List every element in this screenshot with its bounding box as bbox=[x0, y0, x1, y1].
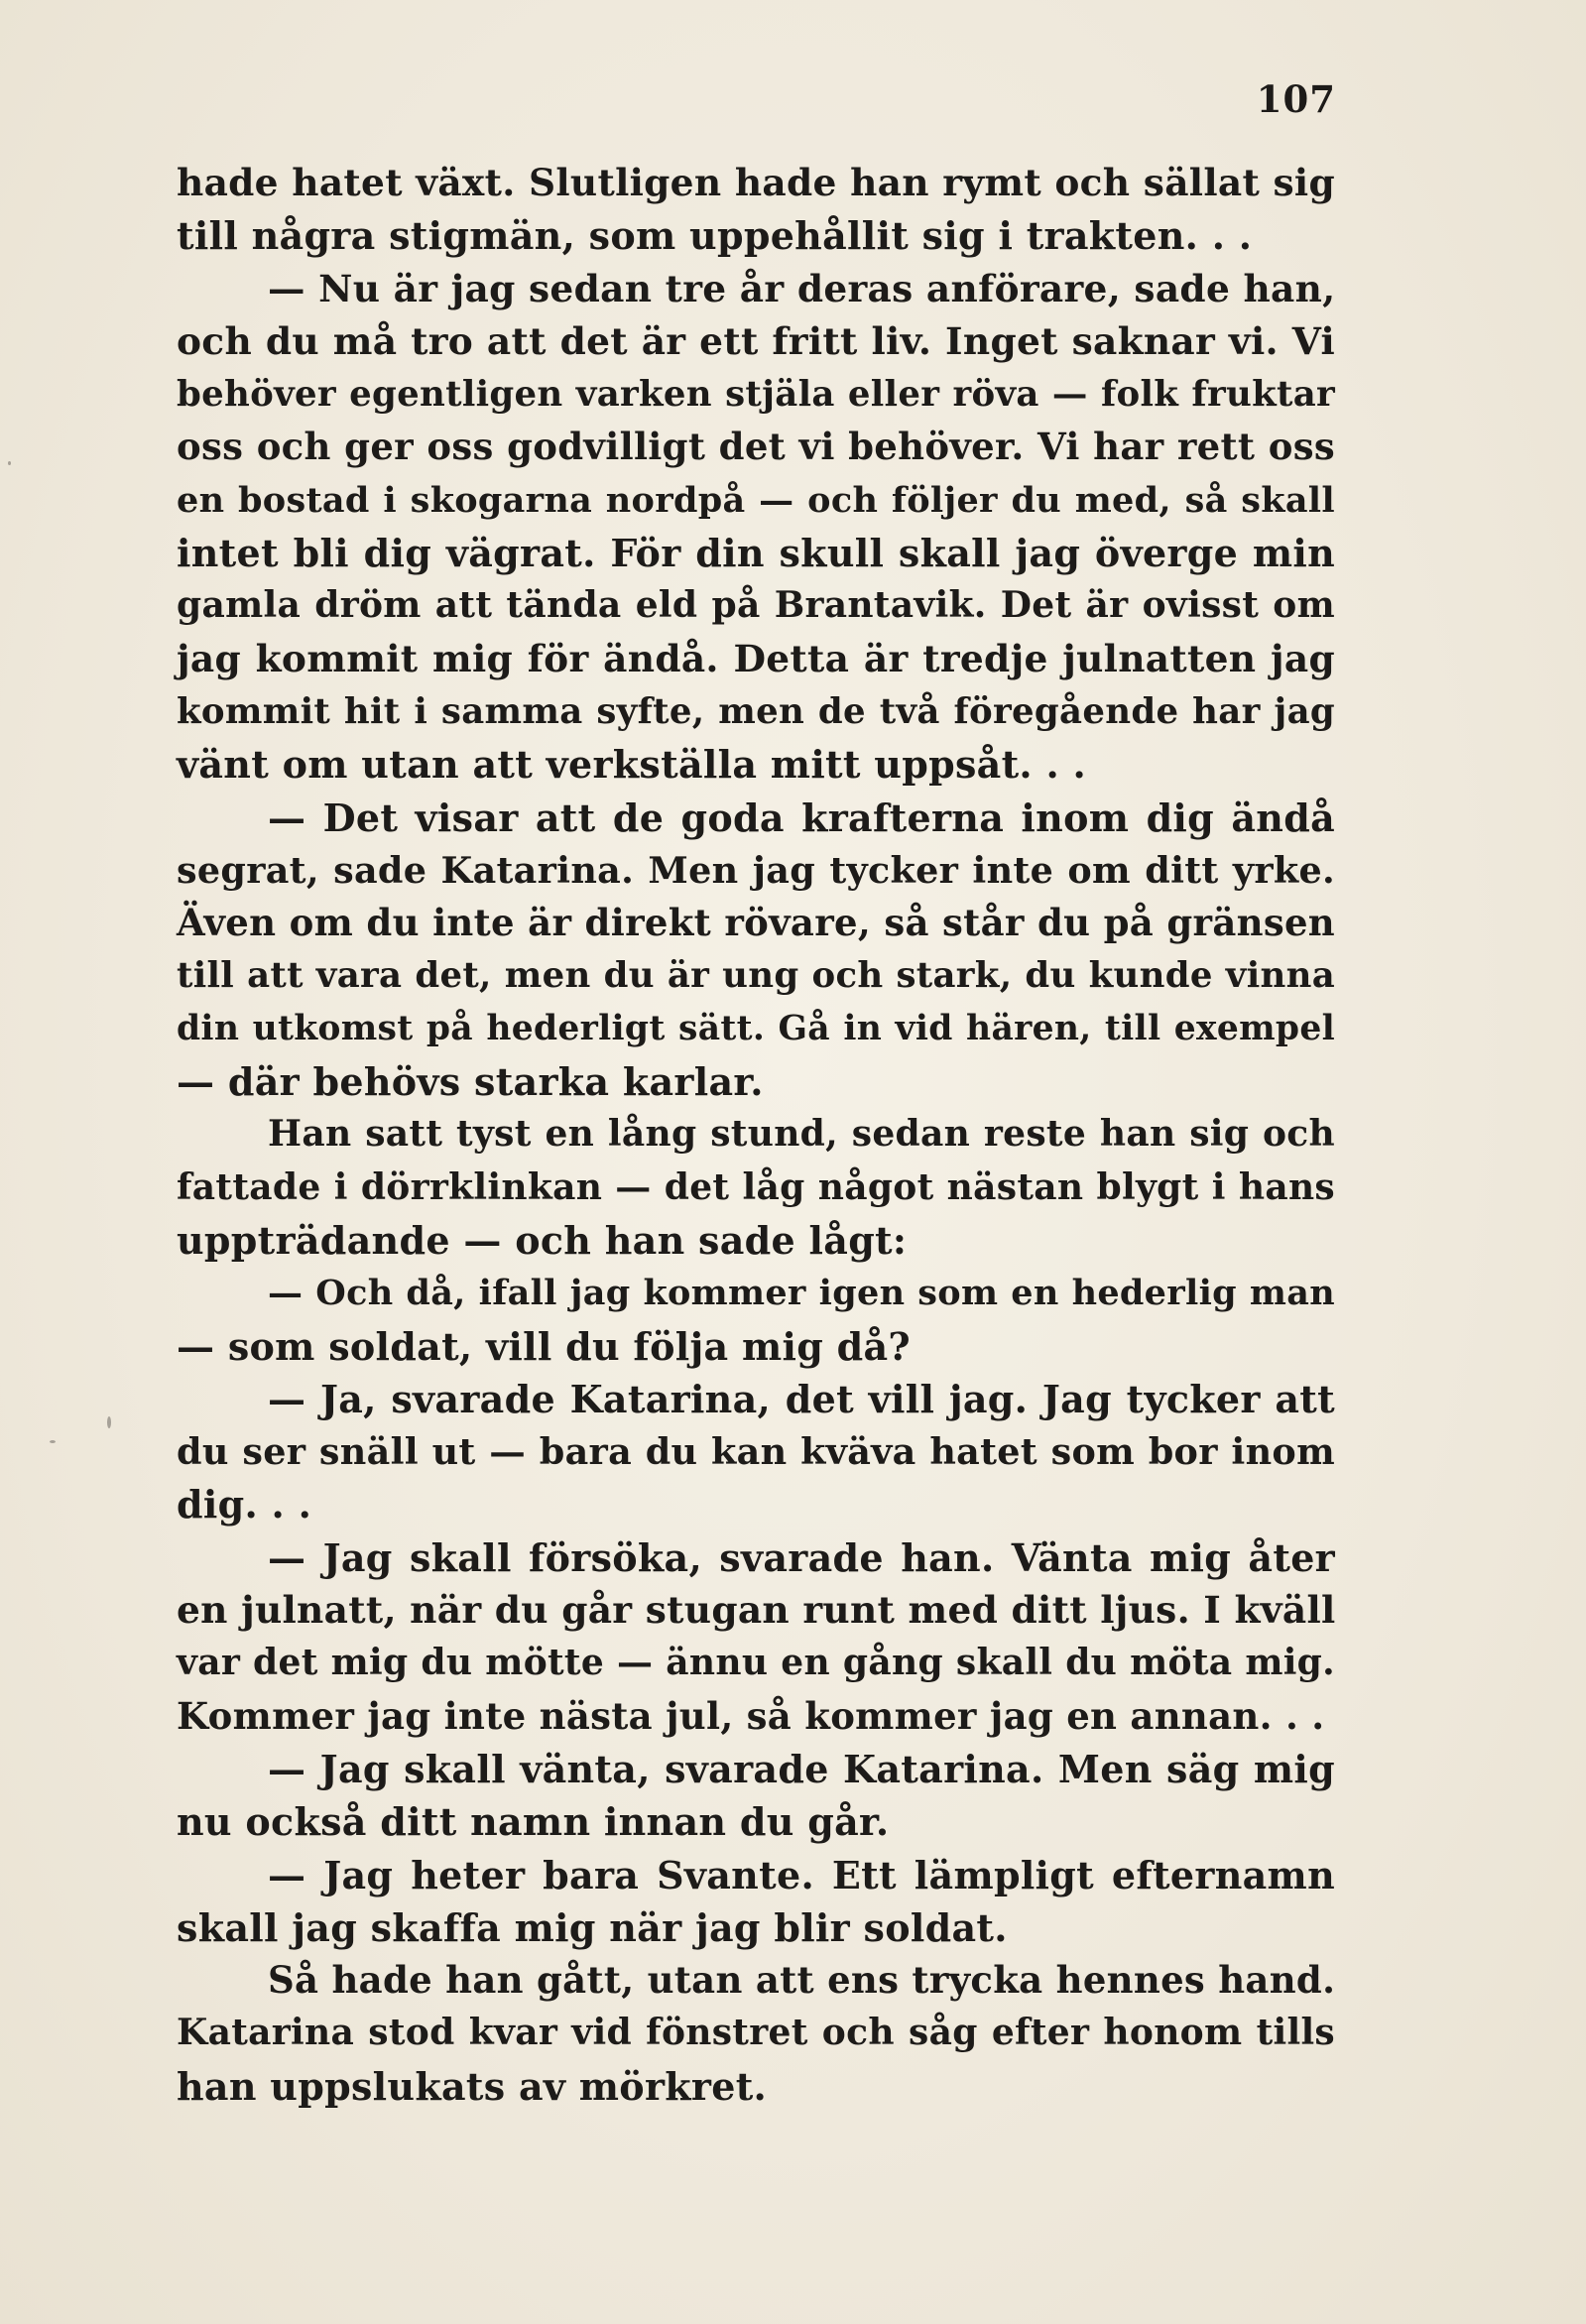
text-line: dig. . . bbox=[177, 1482, 312, 1528]
text-line: Även om du inte är direkt rövare, så står du på gränsen bbox=[177, 901, 1335, 945]
text-line: du ser snäll ut — bara du kan kväva hatet som bor inom bbox=[177, 1430, 1335, 1474]
paper-speck bbox=[107, 1416, 111, 1428]
text-line: gamla dröm att tända eld på Brantavik. Det är ovisst om bbox=[177, 584, 1335, 627]
text-line: fattade i dörrklinkan — det låg något nästan blygt i hans bbox=[177, 1165, 1335, 1208]
text-line: — Ja, svarade Katarina, det vill jag. Jag tycker att bbox=[268, 1376, 1335, 1421]
text-line: segrat, sade Katarina. Men jag tycker inte om ditt yrke. bbox=[177, 848, 1335, 892]
text-line: och du må tro att det är ett fritt liv. Inget saknar vi. Vi bbox=[177, 318, 1335, 363]
text-line: Han satt tyst en lång stund, sedan reste han sig och bbox=[268, 1113, 1335, 1156]
text-line: intet bli dig vägrat. För din skull skall jag överge min bbox=[177, 531, 1335, 576]
text-line: han uppslukats av mörkret. bbox=[177, 2063, 768, 2109]
text-line: — Jag skall försöka, svarade han. Vänta mig åter bbox=[268, 1534, 1335, 1580]
text-line: till några stigmän, som uppehållit sig i trakten. . . bbox=[177, 213, 1253, 259]
text-line: — Jag skall vänta, svarade Katarina. Men säg mig bbox=[268, 1746, 1335, 1791]
text-line: — Nu är jag sedan tre år deras anförare, sade han, bbox=[268, 266, 1336, 310]
text-line: hade hatet växt. Slutligen hade han rymt och sällat sig bbox=[177, 161, 1335, 204]
text-line: — Det visar att de goda krafterna inom dig ändå bbox=[268, 795, 1335, 840]
text-line: Katarina stod kvar vid fönstret och såg efter honom tills bbox=[177, 2012, 1335, 2054]
text-line: var det mig du mötte — ännu en gång skall du möta mig. bbox=[177, 1642, 1335, 1684]
text-line: Så hade han gått, utan att ens trycka hennes hand. bbox=[268, 1958, 1336, 2003]
text-line: — Och då, ifall jag kommer igen som en hederlig man bbox=[268, 1273, 1335, 1314]
text-line: behöver egentligen varken stjäla eller röva — folk fruktar bbox=[177, 374, 1335, 416]
text-line: oss och ger oss godvilligt det vi behöver. Vi har rett oss bbox=[177, 425, 1335, 469]
body-text bbox=[177, 157, 1335, 2113]
text-line: skall jag skaffa mig när jag blir soldat. bbox=[177, 1904, 1008, 1950]
text-line: jag kommit mig för ändå. Detta är tredje julnatten jag bbox=[177, 636, 1335, 680]
text-line: — där behövs starka karlar. bbox=[177, 1059, 764, 1105]
text-line: uppträdande — och han sade lågt: bbox=[177, 1217, 908, 1263]
text-line: en julnatt, när du går stugan runt med ditt ljus. I kväll bbox=[177, 1588, 1336, 1633]
text-line: din utkomst på hederligt sätt. Gå in vid hären, till exempel bbox=[177, 1008, 1335, 1048]
text-line: — Jag heter bara Svante. Ett lämpligt efternamn bbox=[268, 1852, 1335, 1897]
text-line: en bostad i skogarna nordpå — och följer du med, så skall bbox=[177, 479, 1335, 521]
text-line: — som soldat, vill du följa mig då? bbox=[177, 1323, 911, 1369]
paper-speck bbox=[50, 1440, 56, 1443]
page-number: 107 bbox=[1256, 77, 1336, 121]
text-line: till att vara det, men du är ung och stark, du kunde vinna bbox=[177, 955, 1335, 997]
paper-speck bbox=[8, 461, 11, 465]
text-line: vänt om utan att verkställa mitt uppsåt. . . bbox=[177, 742, 1087, 788]
text-line: kommit hit i samma syfte, men de två föregående har jag bbox=[177, 690, 1335, 732]
text-line: Kommer jag inte nästa jul, så kommer jag en annan. . . bbox=[177, 1693, 1325, 1738]
text-line: nu också ditt namn innan du går. bbox=[177, 1799, 890, 1845]
